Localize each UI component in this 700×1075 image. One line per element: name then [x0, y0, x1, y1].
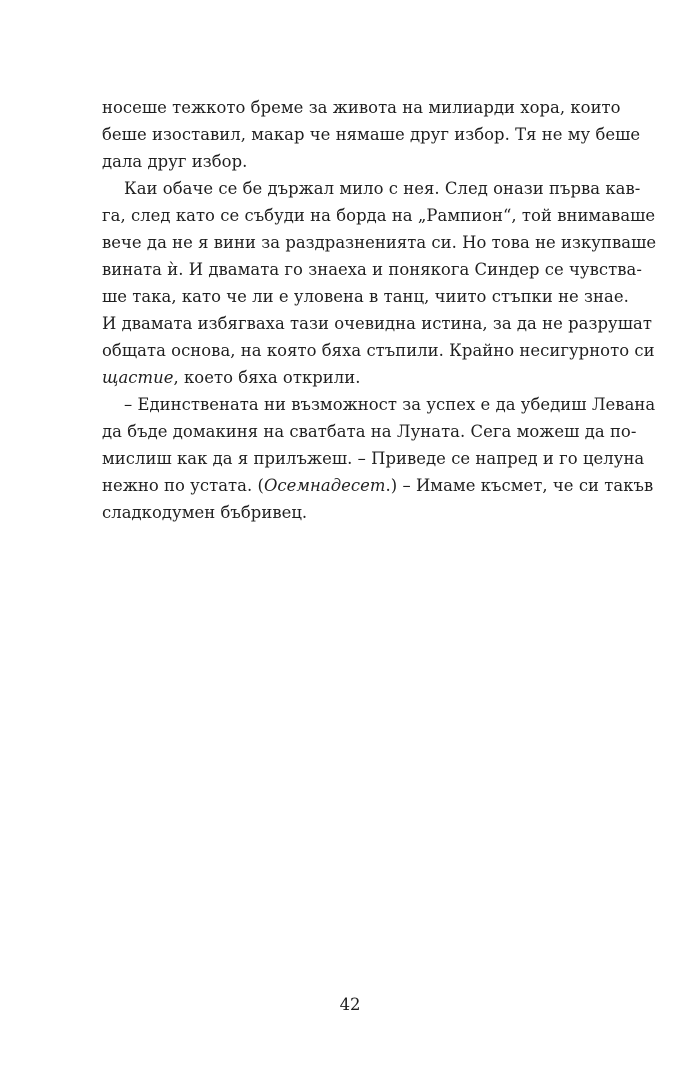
text-line: сладкодумен бъбривец. [102, 503, 308, 522]
text-line: носеше тежкото бреме за живота на милиарди хора, които [102, 98, 621, 117]
text-line [102, 364, 603, 391]
text-line: Каи обаче се бе държал мило с нея. След онази първа кав- [124, 179, 641, 198]
text-line: дала друг избор. [102, 152, 248, 171]
text-line: га, след като се събуди на борда на „Рампион“, той внимаваше [102, 206, 656, 225]
text-line: И двамата избягваха тази очевидна истина, за да не разрушат [102, 314, 652, 333]
text-line: ше така, като че ли е уловена в танц, чиито стъпки не знае. [102, 287, 629, 306]
text-line: общата основа, на която бяха стъпили. Крайно несигурното си [102, 341, 655, 360]
text-line: – Единствената ни възможност за успех е да убедиш Левана [124, 395, 656, 414]
text-line: мислиш как да я прилъжеш. – Приведе се напред и го целуна [102, 449, 645, 468]
text-line: да бъде домакиня на сватбата на Луната. Сега можеш да по- [102, 422, 637, 441]
text-line [102, 472, 654, 499]
italic-word: щастие [102, 368, 174, 387]
body-text [102, 94, 657, 526]
text-line: вината ѝ. И двамата го знаеха и понякога Синдер се чувства- [102, 260, 642, 279]
text-line: вече да не я вини за раздразненията си. Но това не изкупваше [102, 233, 657, 252]
page-number: 42 [339, 995, 361, 1014]
text-line: беше изоставил, макар че нямаше друг избор. Тя не му беше [102, 125, 641, 144]
italic-word: Осемнадесет [263, 476, 386, 495]
text-fragment: , което бяха открили. [173, 368, 361, 387]
text-fragment: нежно по устата. ( [102, 476, 264, 495]
text-fragment: .) – Имаме късмет, че си такъв [385, 476, 654, 495]
